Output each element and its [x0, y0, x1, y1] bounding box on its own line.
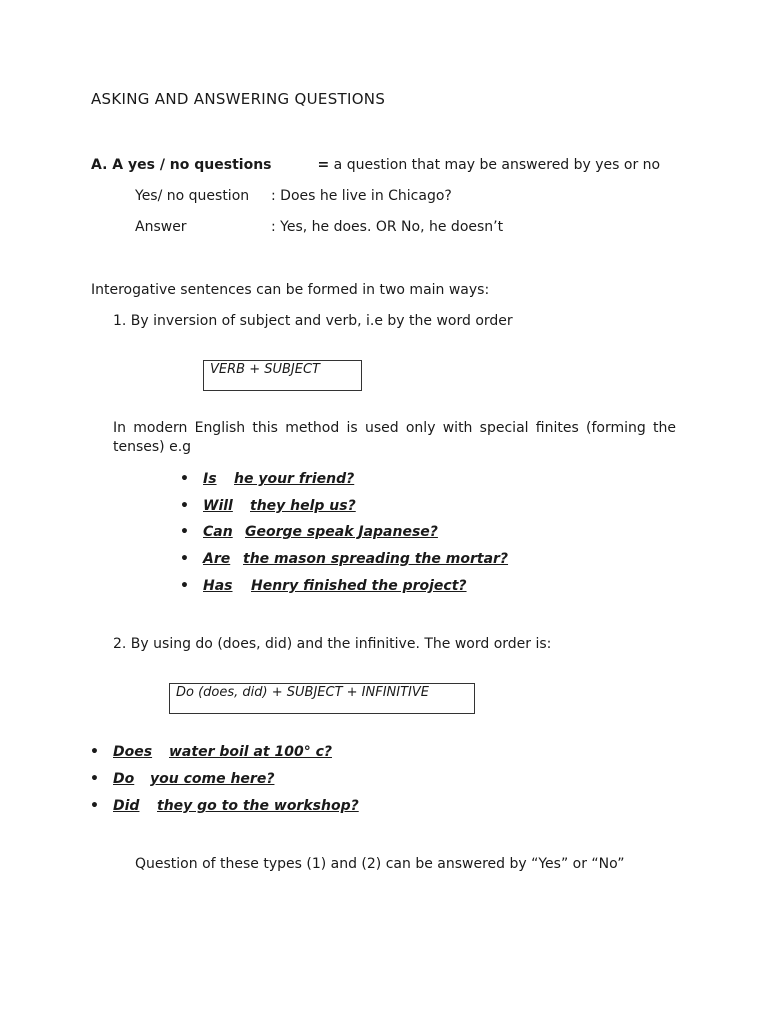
- question-word: Has: [203, 578, 233, 594]
- method-2-text: 2. By using do (does, did) and the infinitive. The word order is:: [113, 636, 552, 652]
- equals-sign: =: [317, 157, 330, 173]
- bullet-icon: •: [90, 798, 99, 814]
- row-label: Answer: [135, 219, 187, 235]
- answer-row: [135, 219, 503, 235]
- question-rest: water boil at 100° c?: [169, 744, 332, 760]
- word-order-box-2: Do (does, did) + SUBJECT + INFINITIVE: [169, 683, 475, 714]
- row-label: Yes/ no question: [135, 188, 250, 204]
- question-word: Can: [203, 524, 233, 540]
- question-word: Does: [113, 744, 153, 760]
- question-rest: they go to the workshop?: [157, 798, 359, 814]
- page-title: ASKING AND ANSWERING QUESTIONS: [91, 90, 386, 108]
- row-value: : Yes, he does. OR No, he doesn’t: [271, 219, 504, 235]
- bullet-icon: •: [180, 578, 189, 594]
- question-word: Will: [203, 498, 233, 514]
- bullet-icon: •: [180, 471, 189, 487]
- section-a-label: A. A yes / no questions: [91, 157, 272, 173]
- conclusion-text: Question of these types (1) and (2) can be answered by “Yes” or “No”: [135, 856, 625, 872]
- question-rest: the mason spreading the mortar?: [243, 551, 509, 567]
- section-a-heading: [91, 157, 660, 173]
- bullet-icon: •: [90, 744, 99, 760]
- question-word: Did: [113, 798, 140, 814]
- question-rest: Henry finished the project?: [251, 578, 467, 594]
- row-value: : Does he live in Chicago?: [271, 188, 452, 204]
- question-rest: he your friend?: [234, 471, 355, 487]
- method-1-paragraph: In modern English this method is used only with special finites (forming the tenses) e.g: [113, 420, 676, 455]
- question-rest: George speak Japanese?: [245, 524, 438, 540]
- question-word: Do: [113, 771, 135, 787]
- yes-no-question-row: [135, 188, 452, 204]
- word-order-box-1: VERB + SUBJECT: [203, 360, 362, 391]
- method-1-text: 1. By inversion of subject and verb, i.e by the word order: [113, 313, 513, 329]
- bullet-icon: •: [180, 551, 189, 567]
- question-word: Are: [203, 551, 231, 567]
- bullet-icon: •: [90, 771, 99, 787]
- bullet-icon: •: [180, 524, 189, 540]
- intro-text: Interogative sentences can be formed in two main ways:: [91, 282, 490, 298]
- bullet-icon: •: [180, 498, 189, 514]
- question-word: Is: [203, 471, 217, 487]
- question-rest: they help us?: [250, 498, 356, 514]
- section-a-definition: a question that may be answered by yes or no: [329, 157, 661, 173]
- question-rest: you come here?: [150, 771, 275, 787]
